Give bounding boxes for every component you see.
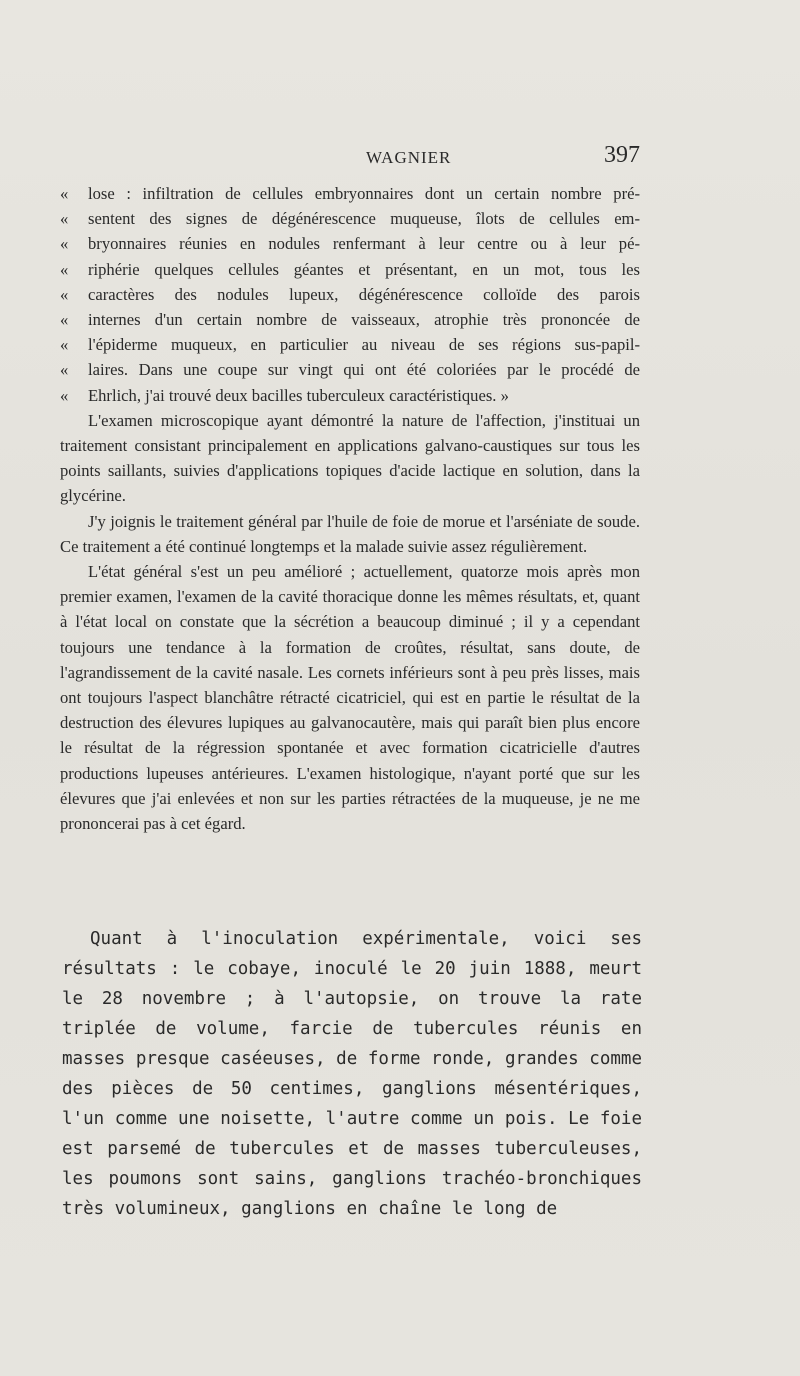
quote-line-text: Ehrlich, j'ai trouvé deux bacilles tuberculeux caractéristiques. »	[88, 385, 509, 405]
quote-mark: «	[60, 259, 69, 279]
quote-line-text: sentent des signes de dégénérescence muqueuse, îlots de cellules em-	[88, 209, 640, 229]
page-header	[60, 142, 640, 174]
quote-line	[60, 231, 640, 256]
quote-line-text: l'épiderme muqueux, en particulier au niveau de ses régions sus-papil-	[88, 335, 640, 355]
quote-line	[60, 206, 640, 231]
quote-mark: «	[60, 284, 69, 304]
quote-line	[60, 357, 640, 382]
inoculation-section	[62, 924, 642, 1224]
quote-line-text: laires. Dans une coupe sur vingt qui ont été coloriées par le procédé de	[88, 360, 640, 380]
quote-line	[60, 181, 640, 206]
quote-mark: «	[60, 335, 69, 355]
quote-line	[60, 307, 640, 332]
paragraph-inoculation: Quant à l'inoculation expérimentale, voici ses résultats : le cobaye, inoculé le 20 juin 1888, meurt le 28 novembre ; à l'autopsie, on trouve la rate triplée de volume, farcie de tubercules réunis en masses presque caséeuses, de forme ronde, grandes comme des pièces de 50 centimes, ganglions mésentériques, l'un comme une noisette, l'autre comme un pois. Le foie est parsemé de tubercules et de masses tuberculeuses, les poumons sont sains, ganglions trachéo-bronchiques très volumineux, ganglions en chaîne le long de	[62, 929, 642, 1219]
page-number: 397	[604, 142, 640, 168]
quote-mark: «	[60, 184, 69, 203]
quote-line	[60, 257, 640, 282]
quote-mark: «	[60, 360, 69, 380]
quote-line	[60, 383, 640, 408]
quote-mark: «	[60, 310, 69, 330]
quote-line-text: caractères des nodules lupeux, dégénérescence colloïde des parois	[88, 284, 640, 304]
quote-mark: «	[60, 234, 69, 254]
quote-line-text: bryonnaires réunies en nodules renfermant à leur centre ou à leur pé-	[88, 234, 640, 254]
quote-line	[60, 282, 640, 307]
quote-mark: «	[60, 385, 69, 405]
quote-line-text: riphérie quelques cellules géantes et présentant, en un mot, tous les	[88, 259, 640, 279]
quote-mark: «	[60, 209, 69, 229]
running-title: WAGNIER	[366, 148, 452, 167]
quote-line	[60, 332, 640, 357]
paragraph-general-treatment: J'y joignis le traitement général par l'huile de foie de morue et l'arséniate de soude. Ce traitement a été continué longtemps et la malade suivie assez régulièrement.	[60, 511, 640, 556]
quote-line-text: lose : infiltration de cellules embryonnaires dont un certain nombre pré-	[88, 184, 640, 203]
paragraph-microscopic-exam: L'examen microscopique ayant démontré la nature de l'affection, j'instituai un traitement consistant principalement en applications galvano-caustiques sur tous les points saillants, suivies d'applications topiques d'acide lactique en solution, dans la glycérine.	[60, 410, 640, 506]
paragraph-current-state: L'état général s'est un peu amélioré ; actuellement, quatorze mois après mon premier examen, l'examen de la cavité thoracique donne les mêmes résultats, et, quant à l'état local on constate que la sécrétion a beaucoup diminué ; il y a cependant toujours une tendance à la formation de croûtes, résultat, sans doute, de l'agrandissement de la cavité nasale. Les cornets inférieurs sont à peu près lisses, mais ont toujours l'aspect blanchâtre rétracté cicatriciel, qui est en partie le résultat de la destruction des élevures lupiques au galvanocautère, mais qui paraît bien plus encore le résultat de la régression spontanée et avec formation cicatricielle d'autres productions lupeuses antérieures. L'examen histologique, n'ayant porté que sur les élevures que j'ai enlevées et non sur les parties rétractées de la muqueuse, je ne me prononcerai pas à cet égard.	[60, 562, 640, 834]
body-text	[60, 181, 640, 836]
quote-line-text: internes d'un certain nombre de vaisseaux, atrophie très prononcée de	[88, 310, 640, 330]
